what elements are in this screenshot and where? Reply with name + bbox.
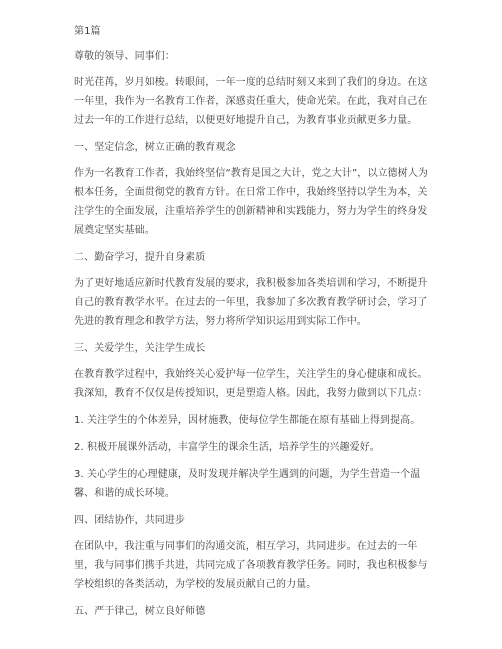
section-1-heading: 一、坚定信念，树立正确的教育观念 [74,142,236,153]
greeting: 尊敬的领导、同事们： [74,51,175,62]
section-3-list-item-1: 1. 关注学生的个体差异，因材施教，使每位学生都能在原有基础上得到提高。 [74,415,421,426]
section-3-heading: 三、关爱学生，关注学生成长 [74,343,206,354]
section-4-body: 在团队中，我注重与同事们的沟通交流，相互学习，共同进步。在过去的一年里，我与同事们携手共进，共同完成了各项教育教学任务。同时，我也积极参与学校组织的各类活动，为学校的发展贡献自己的力量。 [74,541,428,590]
section-2-heading: 二、勤奋学习，提升自身素质 [74,252,206,263]
section-4-heading: 四、团结协作，共同进步 [74,515,186,526]
section-1-body: 作为一名教育工作者，我始终坚信“教育是国之大计，党之大计”，以立德树人为根本任务，全面贯彻党的教育方针。在日常工作中，我始终坚持以学生为本，关注学生的全面发展，注重培养学生的创新精神和实践能力，努力为学生的终身发展奠定坚实基础。 [74,168,428,236]
section-5-heading: 五、严于律己，树立良好师德 [74,606,206,617]
section-3-list-item-3: 3. 关心学生的心理健康，及时发现并解决学生遇到的问题，为学生营造一个温馨、和谐的成长环境。 [74,469,421,499]
section-3-list-item-2: 2. 积极开展课外活动，丰富学生的课余生活，培养学生的兴趣爱好。 [74,442,380,453]
page-label: 第1篇 [74,26,101,37]
section-3-body: 在教育教学过程中，我始终关心爱护每一位学生，关注学生的身心健康和成长。我深知，教育不仅仅是传授知识，更是塑造人格。因此，我努力做到以下几点： [74,369,428,399]
section-2-body: 为了更好地适应新时代教育发展的要求，我积极参加各类培训和学习，不断提升自己的教育教学水平。在过去的一年里，我参加了多次教育教学研讨会，学习了先进的教育理念和教学方法，努力将所学知识运用到实际工作中。 [74,278,428,327]
intro-paragraph: 时光荏苒，岁月如梭。转眼间，一年一度的总结时刻又来到了我们的身边。在这一年里，我作为一名教育工作者，深感责任重大，使命光荣。在此，我对自己在过去一年的工作进行总结，以便更好地提升自己，为教育事业贡献更多力量。 [74,77,428,126]
